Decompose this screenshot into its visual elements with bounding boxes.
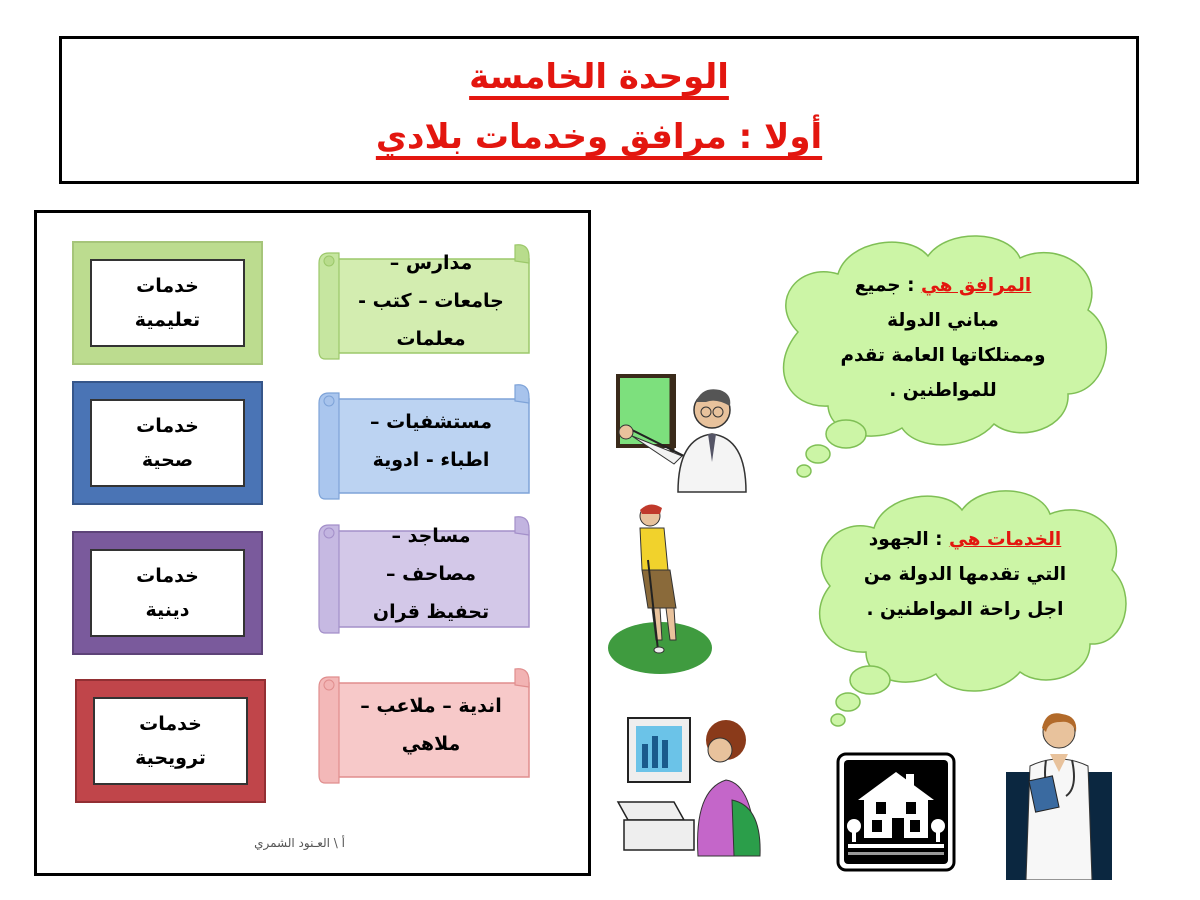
lesson-title: أولا : مرافق وخدمات بلادي [375, 117, 823, 157]
examples-text: مستشفيات – اطباء - ادوية [370, 411, 492, 471]
golfer-clipart [604, 500, 718, 678]
category-label: خدمات ترويحية [93, 697, 248, 785]
category-recreational [75, 679, 266, 803]
definition-line-3: اجل راحة المواطنين . [866, 599, 1064, 620]
examples-text: مدارس – جامعات – كتب - معلمات [358, 252, 504, 350]
examples-scroll-religious [315, 511, 537, 637]
category-health [72, 381, 263, 505]
definition-cloud-facilities [758, 222, 1122, 484]
definition-line-2: مباني الدولة [887, 310, 999, 331]
facilities-definition [808, 268, 1078, 408]
title-box [59, 36, 1139, 184]
services-term: الخدمات هي [948, 529, 1062, 550]
services-definition [830, 522, 1100, 627]
doctor-clipart [1006, 708, 1112, 880]
category-label: خدمات تعليمية [90, 259, 245, 347]
definition-line-2: التي تقدمها الدولة من [863, 564, 1067, 585]
facilities-term: المرافق هي [920, 275, 1032, 296]
category-label: خدمات دينية [90, 549, 245, 637]
definition-cloud-services [800, 476, 1140, 730]
examples-scroll-health [315, 379, 537, 503]
category-educational [72, 241, 263, 365]
examples-text: اندية – ملاعب – ملاهي [360, 695, 502, 755]
unit-title: الوحدة الخامسة [469, 57, 729, 97]
category-religious [72, 531, 263, 655]
examples-scroll-educational [315, 239, 537, 363]
definition-line-1: الخدمات هي : الجهود [868, 529, 1062, 550]
computer-user-clipart [614, 710, 762, 860]
services-panel [34, 210, 591, 876]
examples-text: مساجد – مصاحف – تحفيظ قران [372, 525, 490, 623]
definition-line-1: المرافق هي : جميع [854, 275, 1032, 296]
definition-line-3: وممتلكاتها العامة تقدم [840, 345, 1046, 366]
teacher-clipart [612, 372, 752, 496]
category-label: خدمات صحية [90, 399, 245, 487]
house-icon [836, 752, 956, 872]
examples-scroll-recreational [315, 663, 537, 787]
definition-line-4: للمواطنين . [889, 380, 997, 401]
author-credit: أ \ العـنود الشمري [254, 836, 345, 850]
